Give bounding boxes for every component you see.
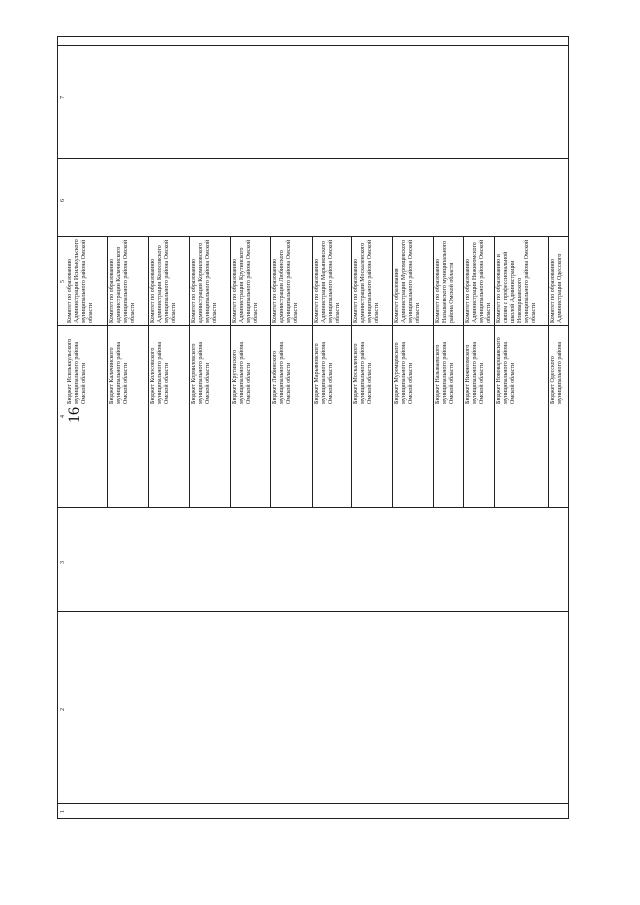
cell-text: Бюджет Нововаршавского муниципального района Омской области: [496, 337, 516, 404]
table-cell-administrator: [495, 237, 548, 325]
cell-text: Бюджет Марьяновского муниципального района Омской области: [314, 341, 334, 404]
cell-text: Комитет по образованию Администрации Одесского: [550, 253, 563, 323]
column-number: 2: [60, 708, 66, 711]
cell-text: Бюджет Кормиловского муниципального района Омской области: [191, 341, 211, 404]
table-cell-budget: [66, 326, 107, 507]
cell-text: Бюджет Любинского муниципального района Омской области: [272, 341, 292, 404]
cell-text: Комитет по образованию и связям с профессиональной школой Администрации Нововаршавского муниципального района Омской области: [496, 239, 537, 323]
cell-text: Бюджет Называевского муниципального района Омской области: [435, 341, 455, 404]
table-cell-budget: [231, 326, 270, 507]
table-cell-budget: [549, 326, 568, 507]
column-number: 4: [60, 415, 66, 418]
column-divider: [58, 803, 568, 804]
page-number: 16: [66, 407, 83, 423]
table-cell-budget: [495, 326, 548, 507]
table-cell-administrator: [434, 237, 463, 325]
cell-text: Бюджет Одесского муниципального района: [550, 341, 563, 404]
column-number: 5: [60, 280, 66, 283]
cell-text: Бюджет Крутинского муниципального района Омской области: [232, 341, 252, 404]
table-cell-budget: [313, 326, 351, 507]
table-cell-administrator: [231, 237, 270, 325]
table-header-divider: [58, 45, 568, 46]
table-cell-budget: [108, 326, 148, 507]
table-cell-budget: [393, 326, 433, 507]
cell-text: Комитет по образованию Администрации Нижнеомского муниципального района Омской области: [465, 239, 492, 323]
table-cell-administrator: [149, 237, 189, 325]
table-cell-budget: [149, 326, 189, 507]
column-number: 3: [60, 561, 66, 564]
budget-table: [57, 36, 569, 819]
column-number: 6: [60, 199, 66, 202]
table-cell-administrator: [66, 237, 107, 325]
table-cell-budget: [464, 326, 494, 507]
cell-text: Комитет по образованию администрации Любинского муниципального района Омской области: [272, 239, 299, 323]
table-cell-administrator: [190, 237, 230, 325]
cell-text: Комитет по образованию администрации Калачинского муниципального района Омской области: [109, 239, 136, 323]
table-cell-administrator: [393, 237, 433, 325]
column-number: 1: [60, 810, 66, 813]
cell-text: Комитет по образованию Администрации Колосовского муниципального района Омской области: [150, 239, 177, 323]
cell-text: Комитет по образованию администрации Москаленского муниципального района Омской области: [353, 239, 380, 323]
cell-text: Комитет по образованию администрации Кормиловского муниципального района Омской области: [191, 239, 218, 323]
table-cell-administrator: [549, 237, 568, 325]
table-cell-administrator: [108, 237, 148, 325]
cell-text: Бюджет Москаленского муниципального района Омской области: [353, 341, 373, 404]
table-cell-administrator: [313, 237, 351, 325]
cell-text: Бюджет Исильккульского муниципального района Омской области: [67, 338, 87, 404]
column-number: 7: [60, 96, 66, 99]
table-cell-administrator: [352, 237, 392, 325]
cell-text: Комитет по образованию Администрации Исилькульского муниципального района Омской области: [67, 239, 94, 323]
column-divider: [58, 611, 568, 612]
cell-text: Бюджет Муромцевского муниципального района Омской области: [394, 341, 414, 404]
table-cell-budget: [434, 326, 463, 507]
cell-text: Комитет образования Администрации Муромцевского муниципального района Омской области: [394, 239, 421, 323]
table-cell-budget: [190, 326, 230, 507]
cell-text: Комитет по образованию Называевского муниципального района Омской области: [435, 240, 455, 323]
cell-text: Бюджет Калачинского муниципального района Омской области: [109, 341, 129, 404]
cell-text: Бюджет Нижнеомского муниципального района Омской области: [465, 341, 485, 404]
table-cell-administrator: [464, 237, 494, 325]
cell-text: Комитет по образованию Администрации Крутинского муниципального района Омской области: [232, 239, 259, 323]
column-divider: [58, 507, 568, 508]
column-divider: [58, 158, 568, 159]
table-cell-administrator: [271, 237, 312, 325]
cell-text: Бюджет Колосовского муниципального района Омской области: [150, 341, 170, 404]
table-cell-budget: [271, 326, 312, 507]
cell-text: Комитет по образованию Администрации Марьяновского муниципального района Омской области: [314, 239, 341, 323]
table-cell-budget: [352, 326, 392, 507]
